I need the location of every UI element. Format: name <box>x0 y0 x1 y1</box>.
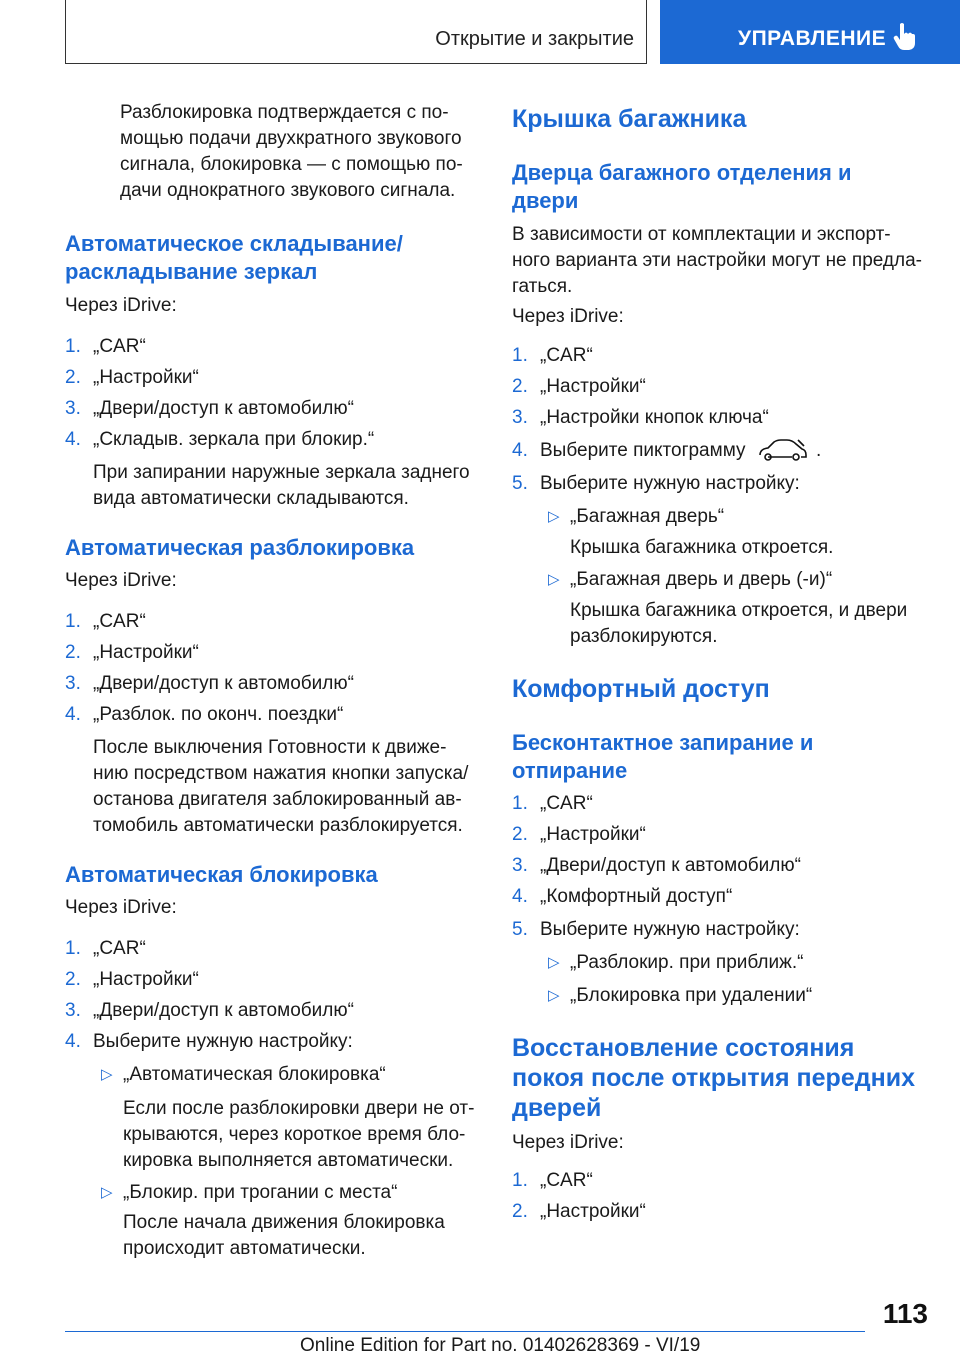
unlock-step-4: „Разблок. по оконч. поездки“ <box>93 704 344 725</box>
step-number: 1. <box>65 938 81 959</box>
mirror-folding-heading: Автоматическое складывание/ раскладывание зеркал <box>65 231 403 284</box>
trunk-option-1-desc: Крышка багажника откроется. <box>570 537 834 558</box>
mirror-step-1: „CAR“ <box>93 336 146 357</box>
section-title: Открытие и закрытие <box>435 28 634 50</box>
auto-unlock-via: Через iDrive: <box>65 570 177 591</box>
trunk-intro: В зависимости от комплектации и экспорт- ного варианта эти настройки могут не предла- гаться. <box>512 224 922 297</box>
lock-option-2-desc: После начала движения блокировка происходит автоматически. <box>123 1212 445 1259</box>
comfort-step-1: „CAR“ <box>540 793 593 814</box>
step-number: 4. <box>65 429 81 450</box>
car-tailgate-icon <box>758 437 808 468</box>
step-number: 1. <box>65 336 81 357</box>
step-number: 2. <box>512 824 528 845</box>
step-number: 4. <box>65 704 81 725</box>
trunk-subtitle: Дверца багажного отделения и двери <box>512 160 852 213</box>
page-number: 113 <box>882 1298 928 1329</box>
trunk-step-3: „Настройки кнопок ключа“ <box>540 407 769 428</box>
comfort-title: Комфортный доступ <box>512 675 770 703</box>
unlock-step-3: „Двери/доступ к автомобилю“ <box>93 673 354 694</box>
mirror-step-4: „Складыв. зеркала при блокир.“ <box>93 429 375 450</box>
comfort-option-2: „Блокировка при удалении“ <box>570 985 813 1006</box>
auto-lock-heading: Автоматическая блокировка <box>65 862 378 887</box>
step-number: 4. <box>65 1031 81 1052</box>
mirror-step-3: „Двери/доступ к автомобилю“ <box>93 398 354 419</box>
chapter-label: УПРАВЛЕНИЕ <box>738 27 887 50</box>
mirror-note: При запирании наружные зеркала заднего вида автоматически складываются. <box>93 462 470 509</box>
trunk-option-2-desc: Крышка багажника откроется, и двери разблокируются. <box>570 600 908 647</box>
restore-title: Восстановление состояния покоя после открытия передних дверей <box>512 1034 915 1122</box>
step-number: 2. <box>512 376 528 397</box>
step-number: 2. <box>512 1201 528 1222</box>
step-number: 3. <box>512 407 528 428</box>
trunk-via: Через iDrive: <box>512 306 624 327</box>
triangle-bullet-icon: ▷ <box>548 987 560 1004</box>
lock-step-4: Выберите нужную настройку: <box>93 1031 353 1052</box>
footer-edition: Online Edition for Part no. 01402628369 - VI/19 <box>300 1335 701 1356</box>
step-number: 3. <box>65 1000 81 1021</box>
unlock-step-1: „CAR“ <box>93 611 146 632</box>
trunk-step-5: Выберите нужную настройку: <box>540 473 800 494</box>
lock-option-2: „Блокир. при трогании с места“ <box>123 1182 398 1203</box>
step-number: 1. <box>512 793 528 814</box>
lock-step-2: „Настройки“ <box>93 969 199 990</box>
lock-option-1: „Автоматическая блокировка“ <box>123 1064 386 1085</box>
step-number: 2. <box>65 969 81 990</box>
comfort-step-3: „Двери/доступ к автомобилю“ <box>540 855 801 876</box>
comfort-step-4: „Комфортный доступ“ <box>540 886 733 907</box>
triangle-bullet-icon: ▷ <box>101 1066 113 1083</box>
step-number: 3. <box>512 855 528 876</box>
step-number: 5. <box>512 919 528 940</box>
trunk-option-2: „Багажная дверь и дверь (-и)“ <box>570 569 833 590</box>
restore-step-1: „CAR“ <box>540 1170 593 1191</box>
mirror-folding-via: Через iDrive: <box>65 295 177 316</box>
trunk-option-1: „Багажная дверь“ <box>570 506 725 527</box>
comfort-subtitle: Бесконтактное запирание и отпирание <box>512 730 814 783</box>
unlock-note: После выключения Готовности к движе- нию посредством нажатия кнопки запуска/ останова двигателя заблокированный ав- томобиль автоматически разблокируется. <box>93 737 469 836</box>
restore-via: Через iDrive: <box>512 1132 624 1153</box>
trunk-step-4: Выберите пиктограмму <box>540 440 746 461</box>
step-number: 3. <box>65 398 81 419</box>
trunk-step-1: „CAR“ <box>540 345 593 366</box>
step-number: 5. <box>512 473 528 494</box>
lock-option-1-desc: Если после разблокировки двери не от- крываются, через короткое время бло- кировка выполняется автоматически. <box>123 1098 475 1171</box>
mirror-step-2: „Настройки“ <box>93 367 199 388</box>
trunk-step-2: „Настройки“ <box>540 376 646 397</box>
comfort-step-5: Выберите нужную настройку: <box>540 919 800 940</box>
step-number: 2. <box>65 367 81 388</box>
triangle-bullet-icon: ▷ <box>548 508 560 525</box>
step-number: 1. <box>65 611 81 632</box>
step-number: 4. <box>512 886 528 907</box>
unlock-step-2: „Настройки“ <box>93 642 199 663</box>
header-section-tab <box>65 0 647 64</box>
hand-pointer-icon <box>892 22 918 57</box>
lock-step-3: „Двери/доступ к автомобилю“ <box>93 1000 354 1021</box>
restore-step-2: „Настройки“ <box>540 1201 646 1222</box>
step-number: 3. <box>65 673 81 694</box>
step-number: 4. <box>512 440 528 461</box>
footer-divider <box>65 1331 865 1332</box>
chapter-tab <box>660 0 960 64</box>
auto-unlock-heading: Автоматическая разблокировка <box>65 535 415 560</box>
triangle-bullet-icon: ▷ <box>548 571 560 588</box>
auto-lock-via: Через iDrive: <box>65 897 177 918</box>
step-number: 1. <box>512 1170 528 1191</box>
triangle-bullet-icon: ▷ <box>548 954 560 971</box>
step-number: 2. <box>65 642 81 663</box>
lock-step-1: „CAR“ <box>93 938 146 959</box>
trunk-title: Крышка багажника <box>512 105 747 133</box>
comfort-step-2: „Настройки“ <box>540 824 646 845</box>
comfort-option-1: „Разблокир. при приближ.“ <box>570 952 804 973</box>
trunk-step-4-suffix: . <box>816 440 822 461</box>
intro-paragraph: Разблокировка подтверждается с по- мощью подачи двухкратного звукового сигнала, блокировка — с помощью по- дачи однократного звукового сигнала. <box>120 102 463 201</box>
step-number: 1. <box>512 345 528 366</box>
triangle-bullet-icon: ▷ <box>101 1184 113 1201</box>
